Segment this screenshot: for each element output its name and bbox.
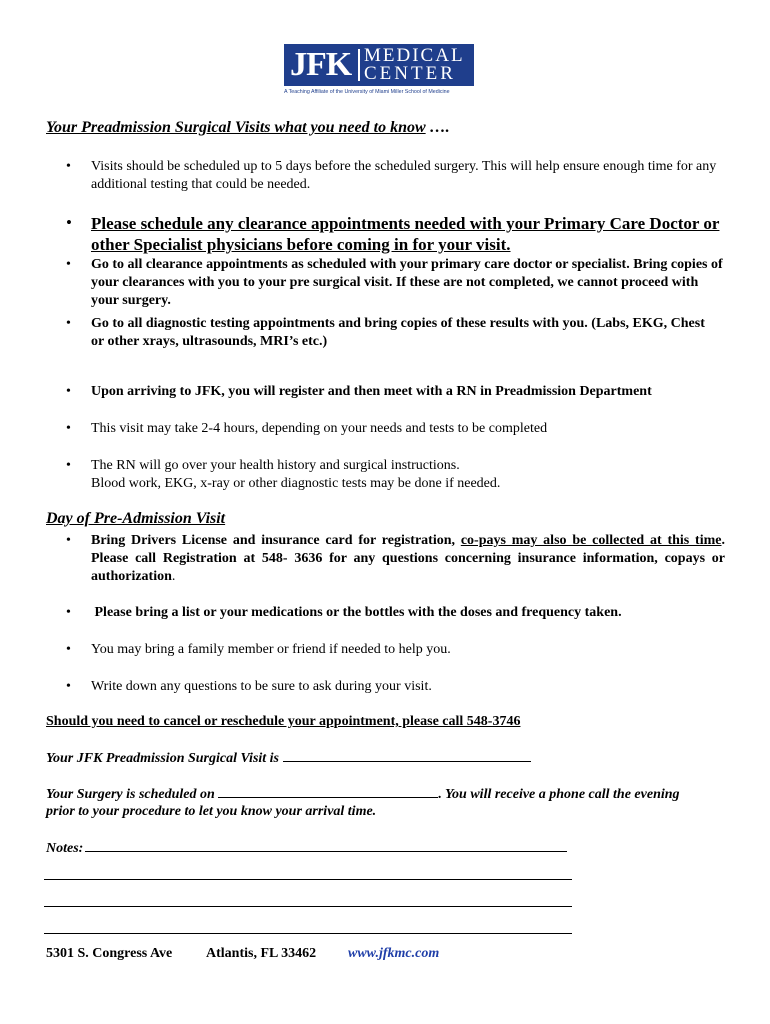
- list-item-clearance-heading: Please schedule any clearance appointments needed with your Primary Care Doctor or other Specialist physicians before coming in for your visit.: [91, 214, 720, 254]
- logo-jfk: JFK: [290, 46, 352, 83]
- list-item-scheduling: Visits should be scheduled up to 5 days before the scheduled surgery. This will help ensure enough time for any additional testing that could be needed.: [91, 159, 717, 192]
- footer-city: Atlantis, FL 33462: [206, 946, 317, 961]
- list-item-diagnostic-testing: Go to all diagnostic testing appointments and bring copies of these results with you. (Labs, EKG, Chest or other xrays, ultrasounds, MRI’s etc.): [91, 316, 705, 349]
- notes-row: Notes:: [46, 839, 567, 858]
- logo-divider: [358, 49, 360, 81]
- list-item-rn-review-line2: Blood work, EKG, x-ray or other diagnostic tests may be done if needed.: [91, 476, 501, 491]
- bullet-dot: •: [66, 458, 71, 473]
- bullet-dot: •: [66, 384, 71, 399]
- bullet-dot: •: [66, 642, 71, 657]
- bullet-dot: •: [66, 159, 71, 174]
- surgery-date-field[interactable]: [218, 785, 438, 798]
- surgery-note-line2: prior to your procedure to let you know your arrival time.: [46, 804, 377, 819]
- bullet-dot: •: [66, 213, 72, 232]
- bullet-dot: •: [66, 605, 71, 620]
- cancel-note: Should you need to cancel or reschedule your appointment, please call 548-3746: [46, 714, 521, 729]
- logo-tagline: A Teaching Affiliate of the University of Miami Miller School of Medicine: [284, 89, 450, 95]
- jfk-logo: [284, 44, 474, 98]
- notes-field-line3[interactable]: [44, 906, 572, 907]
- visit-date-field[interactable]: [283, 749, 531, 762]
- page-title: Your Preadmission Surgical Visits what you need to know ….: [46, 119, 450, 136]
- bullet-dot: •: [66, 679, 71, 694]
- list-item-bring-license: Bring Drivers License and insurance card for registration, co-pays may also be collected at this time. Please call Registration at 548- 3636 for any questions concerning insurance information, copays or authorization.: [91, 533, 725, 584]
- section-heading-day-of-visit: Day of Pre-Admission Visit: [46, 510, 226, 527]
- footer-address: 5301 S. Congress Ave: [46, 946, 173, 961]
- notes-field-line1[interactable]: [85, 839, 567, 852]
- list-item-duration: This visit may take 2-4 hours, depending on your needs and tests to be completed: [91, 421, 548, 436]
- list-item-clearance-appointments: Go to all clearance appointments as scheduled with your primary care doctor or specialist. Bring copies of your clearances with you to your pre surgical visit. If these are not completed, we cannot proceed with your surgery.: [91, 257, 723, 308]
- notes-field-line2[interactable]: [44, 879, 572, 880]
- list-item-family-member: You may bring a family member or friend if needed to help you.: [91, 642, 451, 657]
- bullet-dot: •: [66, 421, 71, 436]
- logo-center: CENTER: [364, 63, 456, 84]
- list-item-rn-review-line1: The RN will go over your health history and surgical instructions.: [91, 458, 460, 473]
- surgery-date-row: Your Surgery is scheduled on . You will receive a phone call the evening: [46, 787, 680, 802]
- list-item-arrival: Upon arriving to JFK, you will register and then meet with a RN in Preadmission Department: [91, 384, 652, 399]
- bullet-dot: •: [66, 533, 71, 548]
- notes-field-line4[interactable]: [44, 933, 572, 934]
- list-item-medications: Please bring a list or your medications or the bottles with the doses and frequency taken.: [91, 605, 622, 620]
- logo-medical: MEDICAL: [364, 45, 465, 66]
- list-item-questions: Write down any questions to be sure to ask during your visit.: [91, 679, 432, 694]
- visit-date-row: Your JFK Preadmission Surgical Visit is: [46, 749, 531, 768]
- footer-website-link[interactable]: www.jfkmc.com: [348, 946, 440, 961]
- bullet-dot: •: [66, 257, 71, 272]
- bullet-dot: •: [66, 316, 71, 331]
- logo-box: [284, 44, 474, 86]
